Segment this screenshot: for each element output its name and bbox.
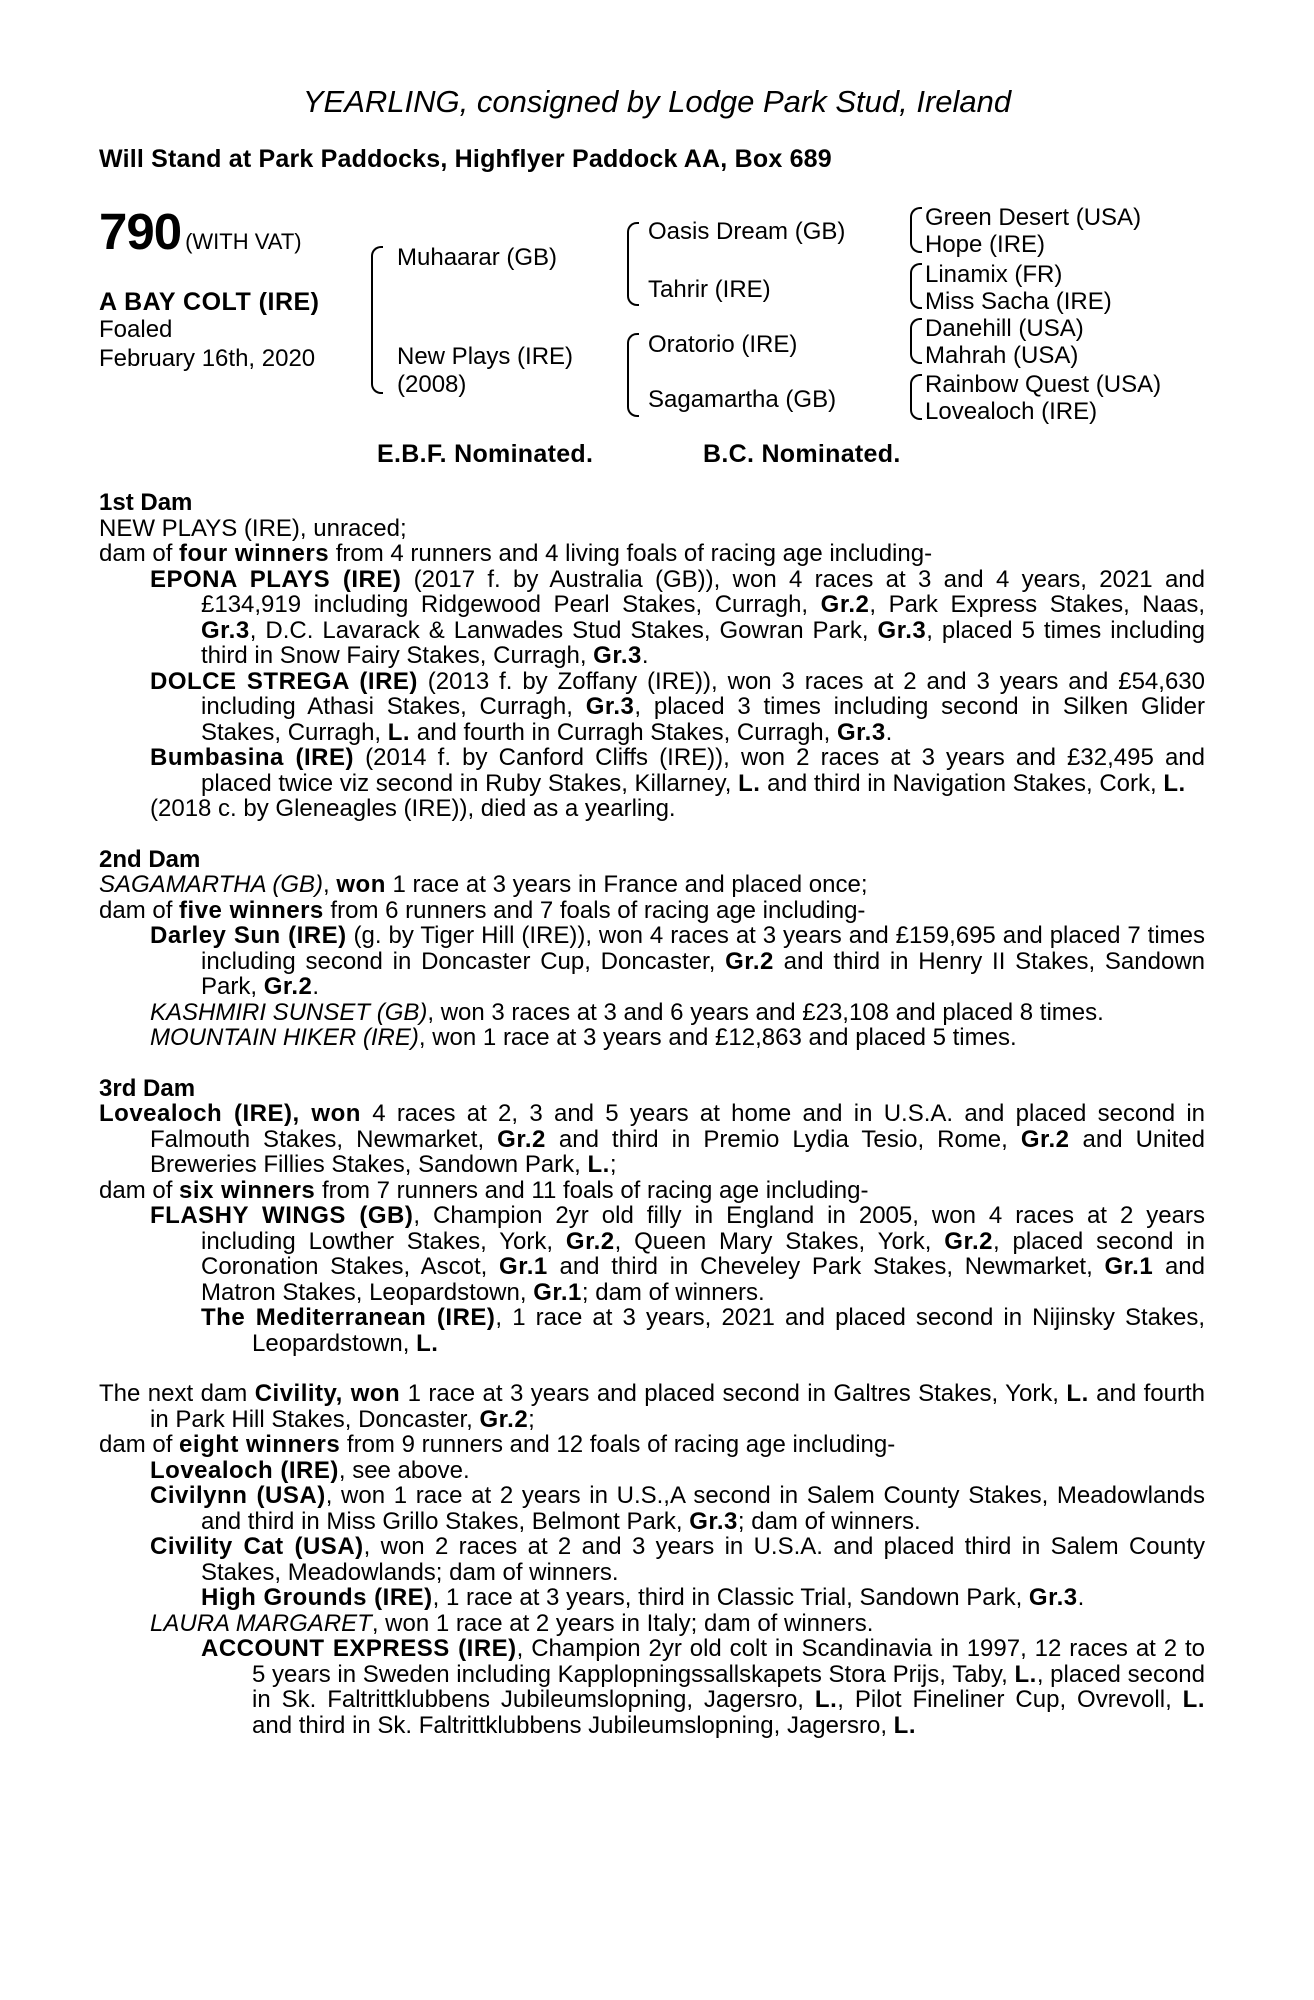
second-dam-produce-2: KASHMIRI SUNSET (GB), won 3 races at 3 and 6 years and £23,108 and placed 8 times. — [150, 998, 1104, 1026]
next-dam-produce-5: LAURA MARGARET, won 1 race at 2 years in Italy; dam of winners. — [150, 1609, 874, 1637]
catalogue-heading: YEARLING, consigned by Lodge Park Stud, Ireland — [302, 84, 1012, 119]
gg-7: Rainbow Quest (USA) — [925, 371, 1162, 398]
next-dam-produce-4: High Grounds (IRE), 1 race at 3 years, third in Classic Trial, Sandown Park, Gr.3. — [201, 1584, 1085, 1611]
sire-name: Muhaarar (GB) — [397, 244, 558, 271]
gg-6: Mahrah (USA) — [925, 342, 1079, 369]
second-dam-line: SAGAMARTHA (GB), won 1 race at 3 years in France and placed once; — [99, 871, 868, 898]
ebf-nomination: E.B.F. Nominated. — [377, 440, 594, 468]
foaled-label: Foaled — [99, 316, 173, 343]
pedigree-brace-g12 — [910, 207, 922, 253]
next-dam-produce-1: Lovealoch (IRE), see above. — [150, 1456, 470, 1484]
pedigree-brace-g78 — [910, 374, 922, 420]
next-dam-line: The next dam Civility, won 1 race at 3 years and placed second in Galtres Stakes, York, L. and fourth in Park Hill Stakes, Doncaster, Gr.2; — [99, 1380, 1205, 1433]
bc-nomination: B.C. Nominated. — [703, 440, 901, 468]
first-dam-heading: 1st Dam — [99, 489, 193, 516]
pedigree-brace-g56 — [910, 318, 922, 364]
lot-number-block — [99, 202, 302, 261]
third-dam-dam-of: dam of six winners from 7 runners and 11 foals of racing age including- — [99, 1176, 869, 1204]
next-dam-produce-2: Civilynn (USA), won 1 race at 2 years in U.S.,A second in Salem County Stakes, Meadowlands and third in Miss Grillo Stakes, Belmont Park, Gr.3; dam of winners. — [150, 1482, 1206, 1535]
second-dam-heading: 2nd Dam — [99, 845, 201, 873]
gg-1: Green Desert (USA) — [925, 204, 1142, 231]
dam-name: New Plays (IRE) — [397, 343, 574, 370]
foaled-date: February 16th, 2020 — [99, 345, 316, 372]
lot-description: A BAY COLT (IRE) — [99, 288, 320, 316]
third-dam-produce-1: FLASHY WINGS (GB), Champion 2yr old filly in England in 2005, won 4 races at 2 years including Lowther Stakes, York, Gr.2, Queen Mary Stakes, York, Gr.2, placed second in Coronation Stakes, Ascot, Gr.1 and third in Cheveley Park Stakes, Newmarket, Gr.1 and Matron Stakes, Leopardstown, Gr.1; dam of winners. — [150, 1202, 1205, 1306]
gg-3: Linamix (FR) — [925, 261, 1063, 288]
pedigree-brace-main — [371, 246, 383, 394]
first-dam-produce-4: (2018 c. by Gleneagles (IRE)), died as a yearling. — [150, 795, 676, 822]
first-dam-produce-3: Bumbasina (IRE) (2014 f. by Canford Cliffs (IRE)), won 2 races at 3 years and £32,495 and placed twice viz second in Ruby Stakes, Killarney, L. and third in Navigation Stakes, Cork, L. — [150, 744, 1205, 797]
pedigree-brace-g34 — [910, 263, 922, 309]
pedigree-brace-sire — [627, 222, 639, 306]
second-dam-dam-of: dam of five winners from 6 runners and 7 foals of racing age including- — [99, 896, 866, 924]
first-dam-produce-1: EPONA PLAYS (IRE) (2017 f. by Australia (GB)), won 4 races at 3 and 4 years, 2021 and £134,919 including Ridgewood Pearl Stakes, Curragh, Gr.2, Park Express Stakes, Naas, Gr.3, D.C. Lavarack & Lanwades Stud Stakes, Gowran Park, Gr.3, placed 5 times including third in Snow Fairy Stakes, Curragh, Gr.3. — [150, 565, 1205, 669]
foaled-info — [99, 315, 315, 373]
dam-year: (2008) — [397, 371, 467, 398]
dam-sire-name: Oratorio (IRE) — [648, 331, 798, 358]
second-dam-produce-3: MOUNTAIN HIKER (IRE), won 1 race at 3 years and £12,863 and placed 5 times. — [150, 1024, 1017, 1051]
next-dam-produce-6: ACCOUNT EXPRESS (IRE), Champion 2yr old colt in Scandinavia in 1997, 12 races at 2 to 5 years in Sweden including Kapplopningssallskapets Stora Prijs, Taby, L., placed second in Sk. Faltrittklubbens Jubileumslopning, Jagersro, L., Pilot Fineliner Cup, Ovrevoll, L. and third in Sk. Faltrittklubbens Jubileumslopning, Jagersro, L. — [201, 1635, 1205, 1739]
dam-dam-name: Sagamartha (GB) — [648, 386, 837, 413]
first-dam-produce-2: DOLCE STREGA (IRE) (2013 f. by Zoffany (IRE)), won 3 races at 2 and 3 years and £54,630 including Athasi Stakes, Curragh, Gr.3, placed 3 times including second in Silken Glider Stakes, Curragh, L. and fourth in Curragh Stakes, Curragh, Gr.3. — [150, 667, 1205, 746]
vat-note: (WITH VAT) — [185, 229, 302, 254]
produce-record — [99, 490, 1205, 1738]
third-dam-heading: 3rd Dam — [99, 1074, 196, 1102]
third-dam-produce-2: The Mediterranean (IRE), 1 race at 3 years, 2021 and placed second in Nijinsky Stakes, Leopardstown, L. — [201, 1304, 1205, 1357]
lot-number: 790 — [99, 203, 182, 260]
sire-dam-name: Tahrir (IRE) — [648, 276, 771, 303]
first-dam-dam-of: dam of four winners from 4 runners and 4 living foals of racing age including- — [99, 540, 933, 567]
next-dam-produce-3: Civility Cat (USA), won 2 races at 2 and 3 years in U.S.A. and placed third in Salem County Stakes, Meadowlands; dam of winners. — [150, 1533, 1205, 1586]
first-dam-line: NEW PLAYS (IRE), unraced; — [99, 514, 407, 542]
gg-5: Danehill (USA) — [925, 315, 1084, 342]
gg-2: Hope (IRE) — [925, 231, 1046, 258]
pedigree-brace-dam — [627, 333, 639, 417]
gg-4: Miss Sacha (IRE) — [925, 288, 1112, 315]
second-dam-produce-1: Darley Sun (IRE) (g. by Tiger Hill (IRE)), won 4 races at 3 years and £159,695 and placed 7 times including second in Doncaster Cup, Doncaster, Gr.2 and third in Henry II Stakes, Sandown Park, Gr.2. — [150, 922, 1205, 1000]
next-dam-dam-of: dam of eight winners from 9 runners and 12 foals of racing age including- — [99, 1431, 896, 1458]
third-dam-line: Lovealoch (IRE), won 4 races at 2, 3 and 5 years at home and in U.S.A. and placed second in Falmouth Stakes, Newmarket, Gr.2 and third in Premio Lydia Tesio, Rome, Gr.2 and United Breweries Fillies Stakes, Sandown Park, L.; — [99, 1100, 1206, 1178]
stand-location: Will Stand at Park Paddocks, Highflyer Paddock AA, Box 689 — [99, 145, 832, 173]
sire-sire-name: Oasis Dream (GB) — [648, 218, 846, 245]
gg-8: Lovealoch (IRE) — [925, 398, 1098, 425]
